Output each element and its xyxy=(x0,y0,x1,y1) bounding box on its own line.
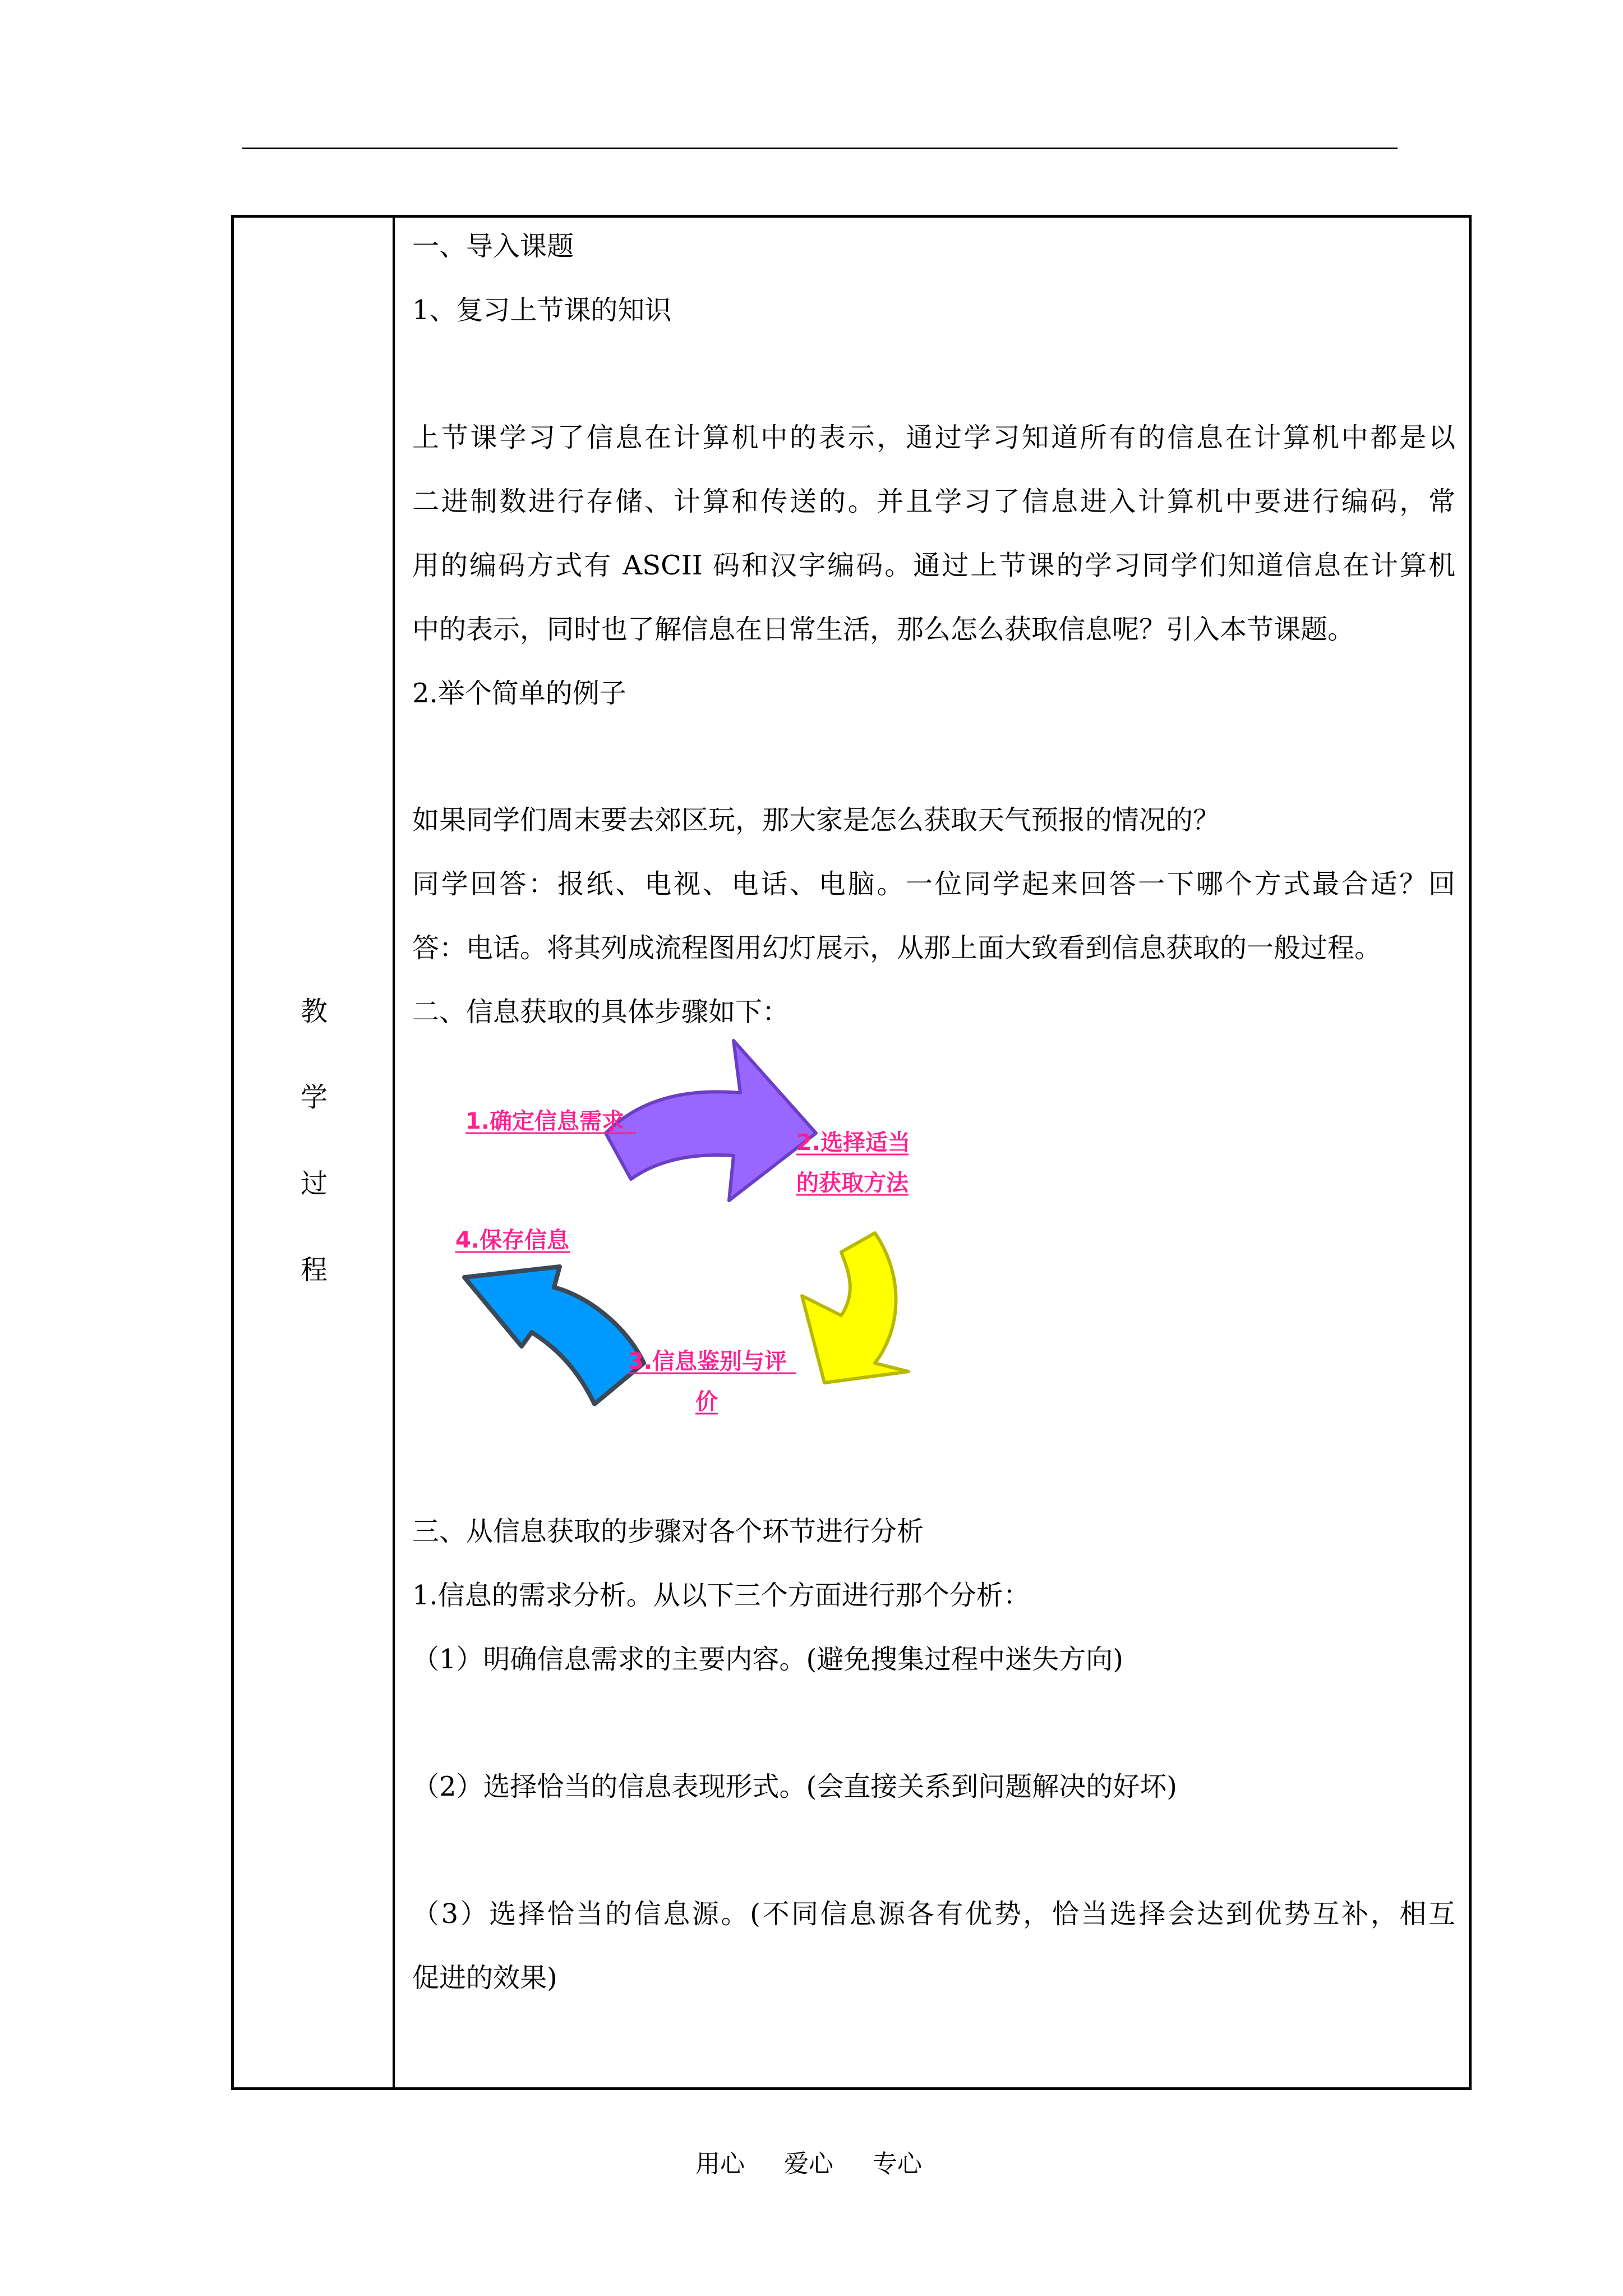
section-heading-1: 一、导入课题 xyxy=(412,231,574,262)
paragraph-line: 上节课学习了信息在计算机中的表示，通过学习知道所有的信息在计算机中都是以 xyxy=(412,422,1455,453)
item-review: 1、复习上节课的知识 xyxy=(412,295,672,326)
question-line: 如果同学们周末要去郊区玩，那大家是怎么获取天气预报的情况的？ xyxy=(412,804,1220,836)
page-footer xyxy=(695,2147,953,2181)
section-heading-3: 三、从信息获取的步骤对各个环节进行分析 xyxy=(412,1516,924,1547)
step-1-label: 1.确定信息需求 xyxy=(465,1108,625,1134)
answer-line: 答：电话。将其列成流程图用幻灯展示，从那上面大致看到信息获取的一般过程。 xyxy=(412,932,1382,964)
cycle-arrow-1 xyxy=(606,1041,816,1200)
side-label-char: 学 xyxy=(300,1082,328,1113)
step-2-label-line1: 2.选择适当 xyxy=(796,1130,911,1156)
cycle-arrow-2 xyxy=(802,1233,909,1383)
paragraph-line: 用的编码方式有 ASCII 码和汉字编码。通过上节课的学习同学们知道信息在计算机 xyxy=(412,550,1455,581)
header-rule xyxy=(242,148,1398,149)
table-column-divider xyxy=(393,215,395,2090)
step-3-label-line2: 价 xyxy=(695,1389,718,1415)
step-3-label-line1: 3.信息鉴别与评 xyxy=(628,1349,787,1374)
side-label-char: 程 xyxy=(300,1254,328,1286)
sub-item-3: （3）选择恰当的信息源。(不同信息源各有优势，恰当选择会达到优势互补，相互 xyxy=(412,1898,1455,1930)
footer-word: 爱心 xyxy=(784,2150,833,2178)
footer-word: 专心 xyxy=(873,2150,922,2178)
side-label-char: 教 xyxy=(300,996,328,1027)
answer-line: 同学回答：报纸、电视、电话、电脑。一位同学起来回答一下哪个方式最合适？回 xyxy=(412,868,1455,900)
step-2-label-line2: 的获取方法 xyxy=(796,1170,909,1196)
item-example: 2.举个简单的例子 xyxy=(412,678,626,709)
step-4-label: 4.保存信息 xyxy=(455,1227,570,1253)
cycle-arrow-3 xyxy=(464,1267,644,1404)
paragraph-line: 中的表示，同时也了解信息在日常生活，那么怎么获取信息呢？引入本节课题。 xyxy=(412,614,1355,645)
sub-item-1: （1）明确信息需求的主要内容。(避免搜集过程中迷失方向) xyxy=(412,1644,1123,1675)
paragraph-line: 二进制数进行存储、计算和传送的。并且学习了信息进入计算机中要进行编码，常 xyxy=(412,486,1455,517)
side-label-char: 过 xyxy=(300,1168,328,1199)
info-acquisition-cycle-diagram xyxy=(437,1027,942,1442)
section-heading-2: 二、信息获取的具体步骤如下： xyxy=(412,996,790,1028)
sub-item-3-cont: 促进的效果) xyxy=(412,1962,557,1994)
sub-item-2: （2）选择恰当的信息表现形式。(会直接关系到问题解决的好坏) xyxy=(412,1771,1177,1802)
footer-word: 用心 xyxy=(695,2150,745,2178)
item-needs-analysis: 1.信息的需求分析。从以下三个方面进行那个分析： xyxy=(412,1580,1030,1611)
